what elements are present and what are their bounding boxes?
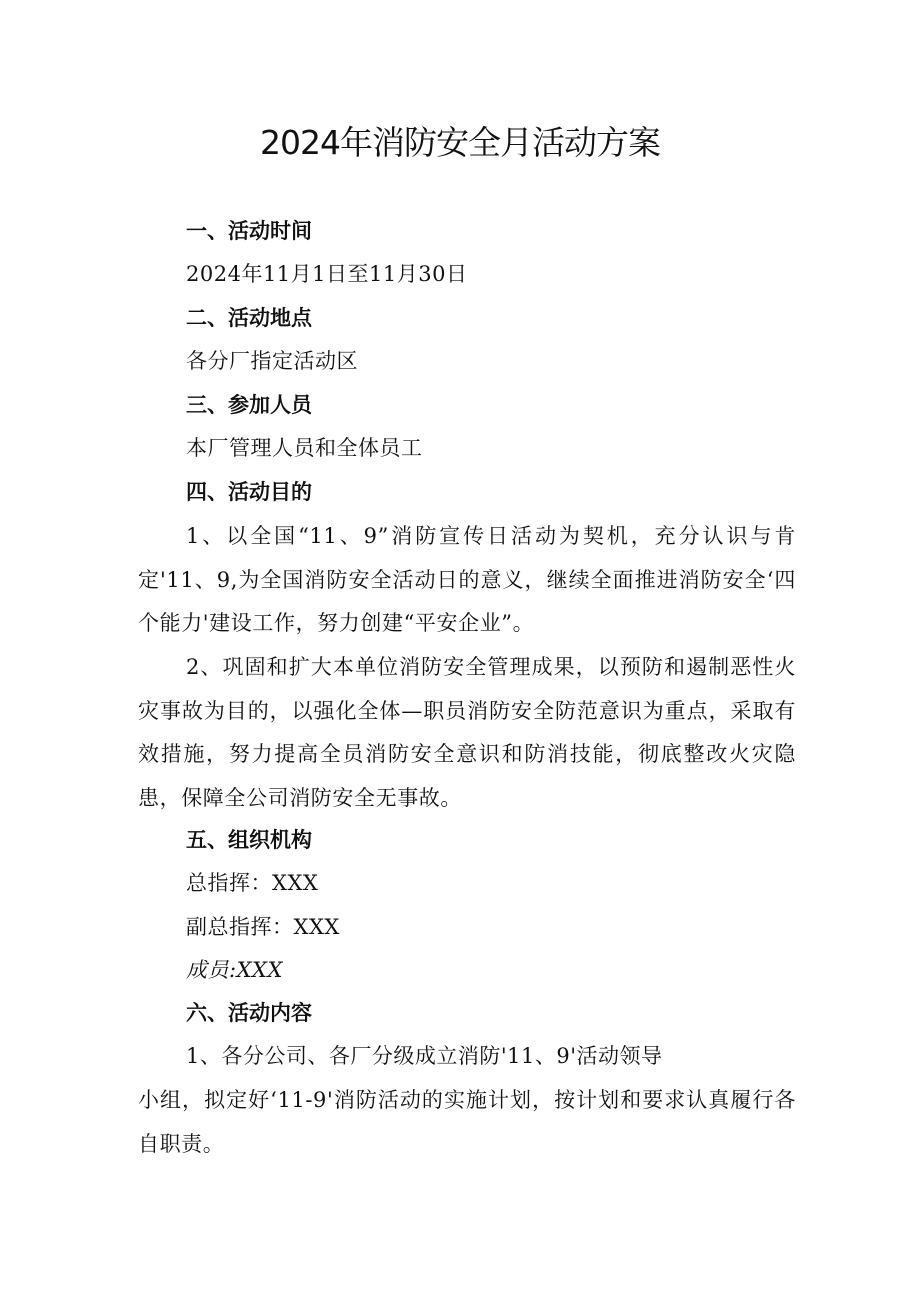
section-heading-content: 六、活动内容 xyxy=(186,1001,312,1025)
content-item-1-continuation: 小组，拟定好‘11-9'消防活动的实施计划，按计划和要求认真履行各自职责。 xyxy=(138,1088,796,1156)
section-heading-location: 二、活动地点 xyxy=(186,306,312,330)
section-content-time: 2024年11月1日至11月30日 xyxy=(186,262,468,286)
section-heading-purpose: 四、活动目的 xyxy=(186,480,312,504)
purpose-paragraph-2: 2、巩固和扩大本单位消防安全管理成果，以预防和遏制恶性火灾事故为目的，以强化全体—职员消防安全防范意识为重点，采取有效措施，努力提高全员消防安全意识和防消技能，彻底整改火灾隐患，保障全公司消防安全无事故。 xyxy=(138,655,796,810)
organization-members: 成员:XXX xyxy=(186,958,283,982)
section-content-participants: 本厂管理人员和全体员工 xyxy=(186,436,423,460)
section-heading-time: 一、活动时间 xyxy=(186,219,312,243)
organization-deputy-commander: 副总指挥：XXX xyxy=(186,915,340,939)
section-heading-participants: 三、参加人员 xyxy=(186,393,312,417)
organization-commander: 总指挥：XXX xyxy=(186,871,319,895)
content-item-1-first-line: 1、各分公司、各厂分级成立消防'11、9'活动领导 xyxy=(186,1044,663,1068)
purpose-paragraph-1: 1、以全国“11、9”消防宣传日活动为契机，充分认识与肯定'11、9,为全国消防安全活动日的意义，继续全面推进消防安全‘四个能力'建设工作，努力创建“平安企业”。 xyxy=(138,524,796,635)
section-content-location: 各分厂指定活动区 xyxy=(186,349,358,373)
document-title: 2024年消防安全月活动方案 xyxy=(260,123,660,162)
section-heading-organization: 五、组织机构 xyxy=(186,828,312,852)
